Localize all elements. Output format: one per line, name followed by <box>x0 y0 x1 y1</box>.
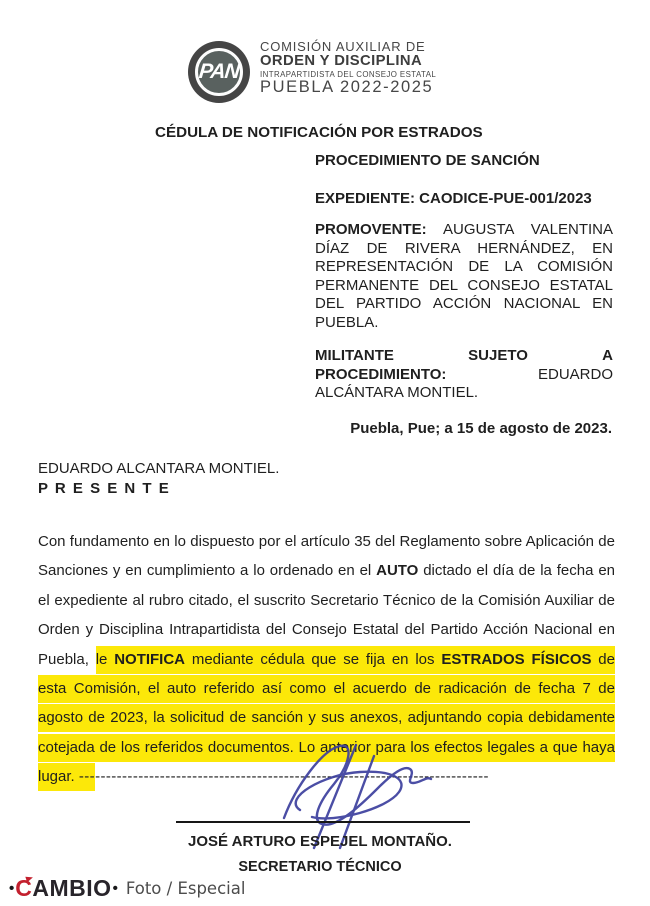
logo-org-line4: PUEBLA 2022-2025 <box>260 78 434 96</box>
filler-dashes: ------------------------------------------------------------------------- <box>95 768 489 786</box>
pan-logo-lockup <box>188 40 438 96</box>
militante-line1 <box>315 347 613 366</box>
body-seg1: Con fundamento en lo dispuesto por el artículo 35 del Reglamento sobre Aplicación de Sanciones y en cumplimiento a lo ordenado en el <box>38 533 615 580</box>
militante-word3: A <box>602 347 613 364</box>
promovente-label: PROMOVENTE: <box>315 221 427 238</box>
logo-org-line2: ORDEN Y DISCIPLINA <box>260 53 423 69</box>
logo-text-block <box>260 40 438 96</box>
militante-line2 <box>315 366 613 385</box>
addressee-block <box>38 459 279 499</box>
body-auto-bold: AUTO <box>376 562 419 580</box>
militante-name2: ALCÁNTARA MONTIEL. <box>315 384 479 401</box>
addressee-presente: P R E S E N T E <box>38 480 171 497</box>
cambio-c-letter: C <box>15 875 33 901</box>
hl-notifica-bold: NOTIFICA <box>114 650 186 668</box>
hl-estrados-bold: ESTRADOS FÍSICOS <box>441 650 592 668</box>
logo-org-line1: COMISIÓN AUXILIAR DE <box>260 39 426 54</box>
hl-seg3: de esta Comisión, el auto referido así como el acuerdo de radicación de fecha 7 de agosto de 2023, la solicitud de sanción y sus anexos, adjuntando copia debidamente cotejada de los referidos documentos. Lo anterior para los efectos legales a que haya lugar. <box>38 650 615 786</box>
addressee-name: EDUARDO ALCANTARA MONTIEL. <box>38 460 280 477</box>
militante-word1: MILITANTE <box>315 347 394 364</box>
body-seg3: dictado el día de la fecha en el expediente al rubro citado, el suscrito Secretario Técnico de la Comisión Auxiliar de Orden y Disciplina Intrapartidista del Consejo Estatal del Partido Acción Nacional en Puebla, <box>38 562 615 668</box>
logo-org-line3: INTRAPARTIDISTA DEL CONSEJO ESTATAL <box>260 70 437 79</box>
cambio-logo <box>15 875 32 902</box>
militante-label2: PROCEDIMIENTO: <box>315 365 447 383</box>
expediente-line: EXPEDIENTE: CAODICE-PUE-001/2023 <box>315 190 592 207</box>
photo-credit-text: Foto / Especial <box>125 879 246 898</box>
hl-dashes: --- <box>78 768 96 786</box>
militante-name1: EDUARDO <box>537 365 613 383</box>
pan-acronym: PAN <box>197 60 241 83</box>
watermark-bullet-left: • <box>9 880 15 897</box>
hl-seg1: le <box>95 650 115 668</box>
signature-line <box>176 821 470 823</box>
signatory-name: JOSÉ ARTURO ESPEJEL MONTAÑO. <box>188 833 452 850</box>
signatory-title: SECRETARIO TÉCNICO <box>238 859 402 875</box>
procedure-heading: PROCEDIMIENTO DE SANCIÓN <box>315 152 540 169</box>
pan-logo-icon <box>195 48 243 96</box>
cambio-brand-text: AMBIO <box>32 875 112 901</box>
document-title: CÉDULA DE NOTIFICACIÓN POR ESTRADOS <box>155 124 483 141</box>
watermark-bullet-right: • <box>112 880 118 897</box>
date-line: Puebla, Pue; a 15 de agosto de 2023. <box>350 420 612 437</box>
hl-seg2: mediante cédula que se fija en los <box>185 650 442 668</box>
case-data-column <box>315 152 613 403</box>
militante-paragraph <box>315 347 613 403</box>
promovente-text: AUGUSTA VALENTINA DÍAZ DE RIVERA HERNÁNDEZ, EN REPRESENTACIÓN DE LA COMISIÓN PERMANENTE DEL CONSEJO ESTATAL DEL PARTIDO ACCIÓN NACIONAL EN PUEBLA. <box>315 221 614 331</box>
promovente-paragraph <box>315 221 613 332</box>
photo-credit-watermark <box>8 875 245 902</box>
militante-word2: SUJETO <box>468 347 528 364</box>
